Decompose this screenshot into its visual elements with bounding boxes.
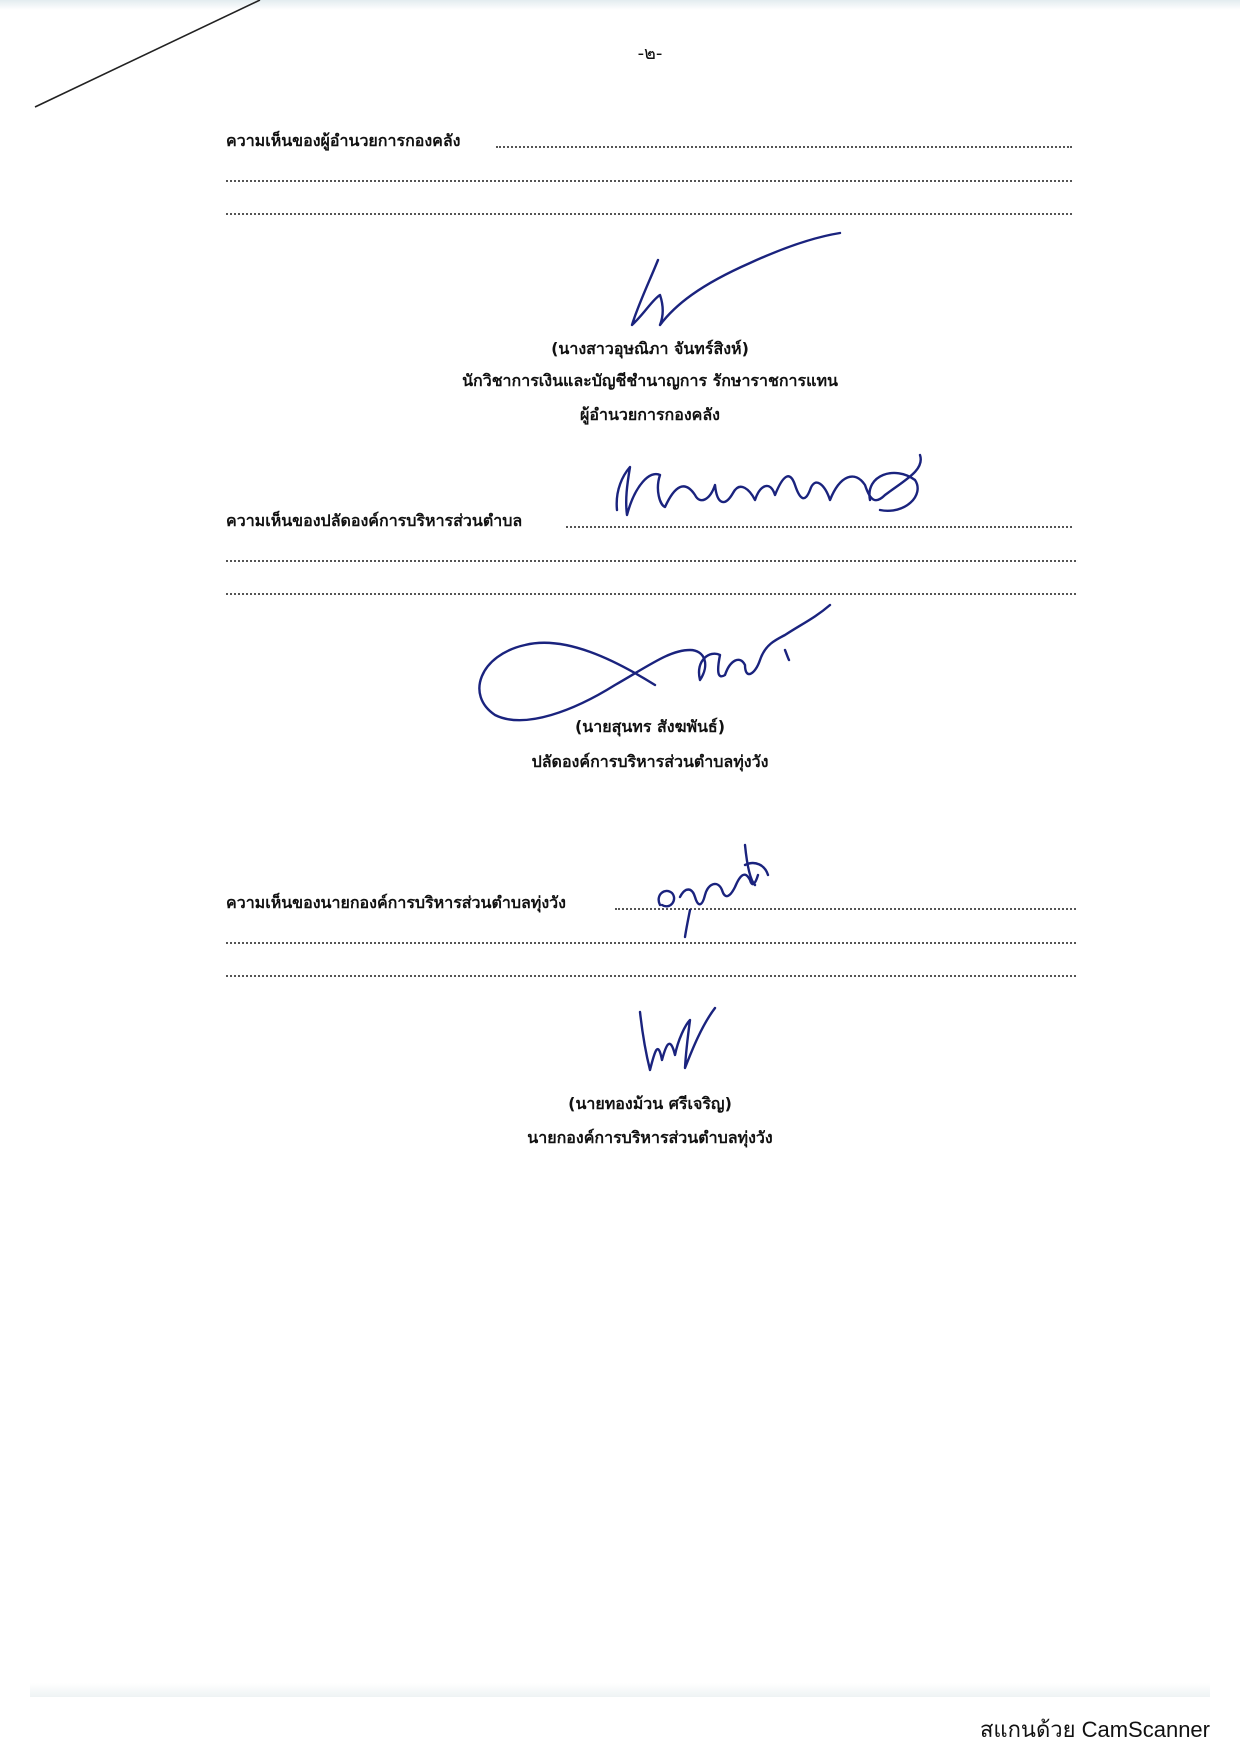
finance-comment-dotted-line-2: [226, 180, 1072, 182]
finance-signer-position-line2: ผู้อำนวยการกองคลัง: [580, 405, 720, 424]
page-number: -๒-: [637, 43, 663, 64]
scan-edge-bottom: [30, 1683, 1210, 1697]
deputy-signature: [455, 600, 845, 730]
camscanner-watermark: สแกนด้วย CamScanner: [979, 1717, 1210, 1742]
deputy-signer-position: ปลัดองค์การบริหารส่วนตำบลทุ่งวัง: [531, 752, 769, 771]
mayor-comment-label: ความเห็นของนายกองค์การบริหารส่วนตำบลทุ่งวัง: [226, 893, 566, 912]
deputy-comment-dotted-line-2: [226, 560, 1076, 562]
deputy-handwritten-comment: [605, 445, 935, 545]
finance-signer-name: (นางสาวอุษณิภา จันทร์สิงห์): [551, 339, 749, 358]
mayor-handwritten-comment: [650, 825, 780, 945]
deputy-comment-label: ความเห็นของปลัดองค์การบริหารส่วนตำบล: [226, 511, 523, 530]
finance-comment-label: ความเห็นของผู้อำนวยการกองคลัง: [226, 131, 461, 150]
deputy-comment-dotted-line-3: [226, 593, 1076, 595]
mayor-comment-dotted-line-3: [226, 975, 1076, 977]
mayor-signer-position: นายกองค์การบริหารส่วนตำบลทุ่งวัง: [527, 1128, 773, 1147]
finance-comment-dotted-line: [496, 146, 1072, 148]
finance-signature: [610, 225, 850, 335]
mayor-signature: [630, 1000, 720, 1080]
deputy-signer-name: (นายสุนทร สังฆพันธ์): [574, 717, 726, 736]
mayor-signer-name: (นายทองม้วน ศรีเจริญ): [568, 1094, 732, 1113]
finance-signer-position-line1: นักวิชาการเงินและบัญชีชำนาญการ รักษาราชการแทน: [462, 371, 838, 390]
scan-artifact-line: [0, 0, 300, 120]
finance-comment-dotted-line-3: [226, 213, 1072, 215]
